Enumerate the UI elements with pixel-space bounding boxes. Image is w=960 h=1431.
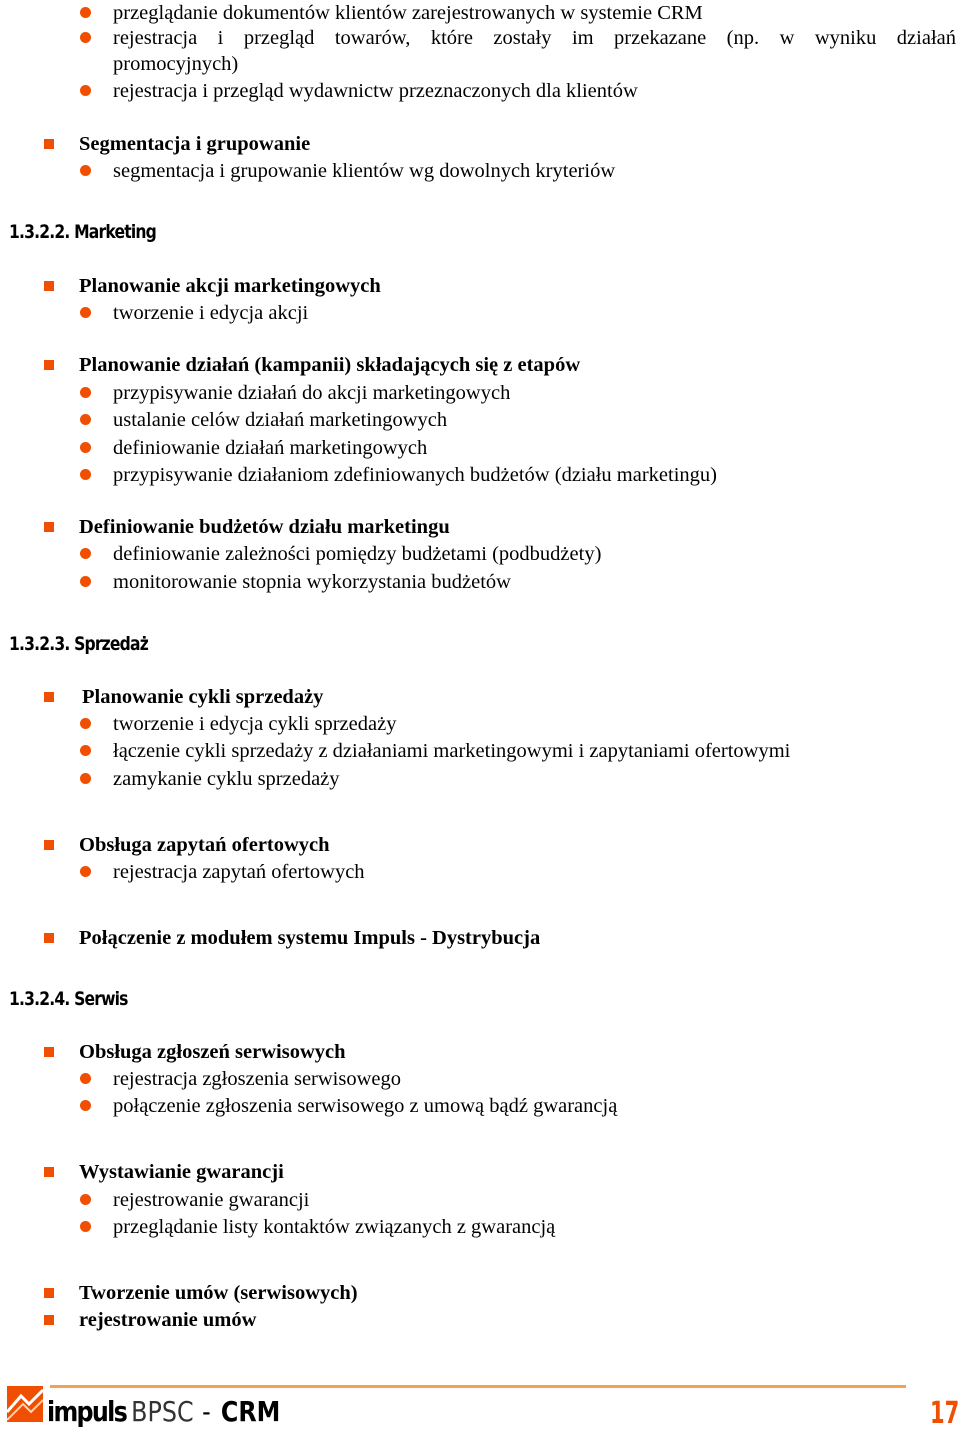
page-number: 17 [930, 1396, 960, 1431]
brand-dash: - [202, 1395, 211, 1428]
section-heading-serwis: 1.3.2.4. Serwis [9, 988, 128, 1010]
footer-brand [47, 1395, 280, 1429]
square-bullet-icon [44, 1288, 54, 1298]
bullet-dot-icon [80, 548, 91, 559]
bullet-dot-icon [80, 1221, 91, 1232]
square-bullet-icon [44, 1047, 54, 1057]
bullet-dot-icon [80, 32, 91, 43]
square-bullet-icon [44, 840, 54, 850]
footer-divider [50, 1385, 906, 1388]
bullet-dot-icon [80, 414, 91, 425]
bullet-dot-icon [80, 469, 91, 480]
section-heading-sprzedaz: 1.3.2.3. Sprzedaż [9, 633, 148, 655]
impuls-logo-icon [7, 1386, 43, 1422]
bullet-dot-icon [80, 718, 91, 729]
square-bullet-icon [44, 522, 54, 532]
bullet-dot-icon [80, 85, 91, 96]
bullet-dot-icon [80, 745, 91, 756]
bullet-dot-icon [80, 442, 91, 453]
bullet-dot-icon [80, 7, 91, 18]
brand-impuls: impuls [47, 1395, 127, 1428]
bullet-dot-icon [80, 1100, 91, 1111]
square-bullet-icon [44, 692, 54, 702]
square-bullet-icon [44, 933, 54, 943]
square-bullet-icon [44, 360, 54, 370]
brand-crm: CRM [220, 1395, 281, 1428]
section-heading-marketing: 1.3.2.2. Marketing [9, 221, 156, 243]
square-bullet-icon [44, 1315, 54, 1325]
square-bullet-icon [44, 1167, 54, 1177]
bullet-dot-icon [80, 1194, 91, 1205]
bullet-dot-icon [80, 576, 91, 587]
bullet-dot-icon [80, 307, 91, 318]
bullet-dot-icon [80, 866, 91, 877]
bullet-dot-icon [80, 165, 91, 176]
square-bullet-icon [44, 139, 54, 149]
bullet-dot-icon [80, 387, 91, 398]
bullet-dot-icon [80, 773, 91, 784]
bullet-dot-icon [80, 1073, 91, 1084]
brand-bpsc: BPSC [131, 1395, 194, 1428]
square-bullet-icon [44, 281, 54, 291]
